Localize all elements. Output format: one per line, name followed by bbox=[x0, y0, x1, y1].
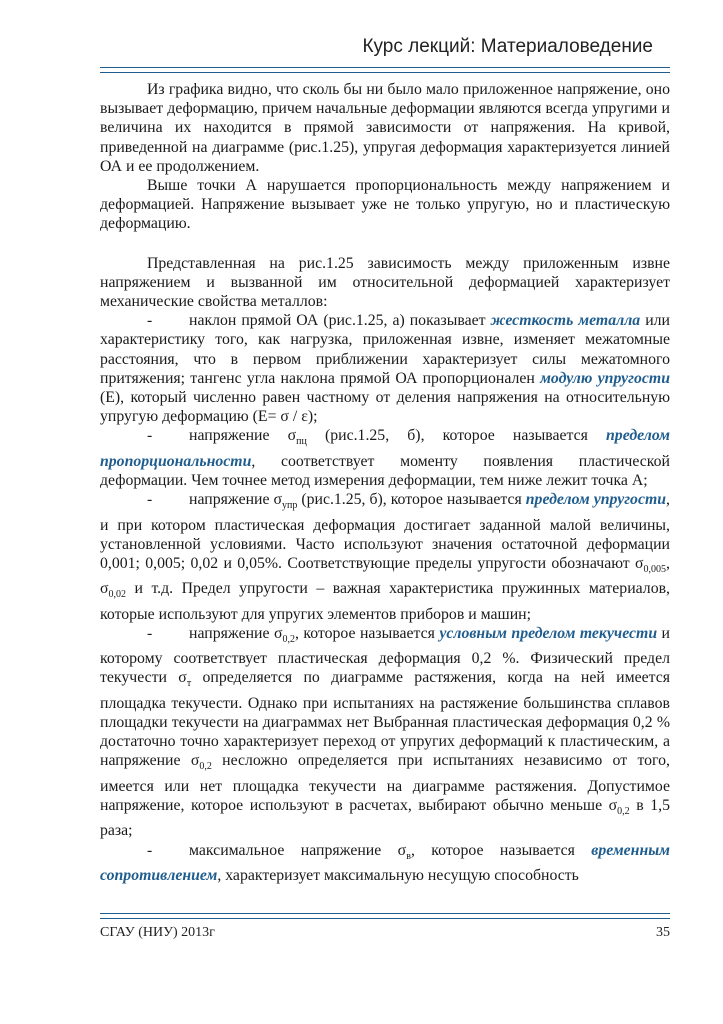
paragraph: Представленная на рис.1.25 зависимость между приложенным извне напряжением и вызванной им относительной деформацией характеризует механические свойства металлов: bbox=[100, 254, 670, 311]
body-text bbox=[100, 80, 670, 885]
list-dash: - bbox=[147, 624, 153, 642]
paragraph: Выше точки А нарушается пропорциональность между напряжением и деформацией. Напряжение вызывает уже не только упругую, но и пластическую деформацию. bbox=[100, 177, 670, 233]
list-item: - напряжение $\sigma_{пц}$ (рис.1.25, б), которое называется пределом пропорциональности, соответствует моменту появления пластической деформации. Чем точнее метод измерения деформации, тем ниже лежит точка А; bbox=[100, 427, 670, 490]
list-item: - напряжение $\sigma_{упр}$ (рис.1.25, б), которое называется пределом упругости, и при котором пластическая деформация достигает заданной малой величины, установленной условиями. Часто используют значения остаточной деформации 0,001; 0,005; 0,02 и 0,05%. Соответствующие пределы упругости обозначают $\sigma_{0,005}$, $\sigma_{0,02}$ и т.д. Предел упругости – важная характеристика пружинных материалов, которые используют для упругих элементов приборов и машин; bbox=[100, 491, 670, 623]
list-item: - наклон прямой ОА (рис.1.25, а) показывает жесткость металла или характеристику того, как нагрузка, приложенная извне, изменяет межатомные расстояния, что в первом приближении характеризует силы межатомного притяжения; тангенс угла наклона прямой ОА пропорционален модулю упругости (Е), который численно равен частному от деления напряжения на относительную упругую деформацию (Е= σ / ε); bbox=[100, 312, 670, 426]
paragraph: Из графика видно, что сколь бы ни было мало приложенное напряжение, оно вызывает деформацию, причем начальные деформации являются всегда упругими и величина их находится в прямой зависимости от напряжения. На кривой, приведенной на диаграмме (рис.1.25), упругая деформация характеризуется линией ОА и ее продолжением. bbox=[100, 81, 670, 175]
term-yield-strength: условным пределом текучести bbox=[439, 624, 658, 642]
term-elastic-modulus: модулю упругости bbox=[540, 369, 670, 387]
list-item: - максимальное напряжение $\sigma_в$, которое называется временным сопротивлением, характеризует максимальную несущую способность bbox=[100, 841, 670, 884]
list-item: - напряжение $\sigma_{0,2}$, которое называется условным пределом текучести и которому соответствует пластическая деформация 0,2 %. Физический предел текучести $\sigma_т$ определяется по диаграмме растяжения, когда на ней имеется площадка текучести. Однако при испытаниях на растяжение большинства сплавов площадки текучести на диаграммах нет Выбранная пластическая деформация 0,2 % достаточно точно характеризует переход от упругих деформаций к пластическим, а напряжение $\sigma_{0,2}$ несложно определяется при испытаниях независимо от того, имеется или нет площадка текучести на диаграмме растяжения. Допустимое напряжение, которое используют в расчетах, выбирают обычно меньше $\sigma_{0,2}$ в 1,5 раза; bbox=[100, 624, 671, 840]
footer-institution: СГАУ (НИУ) 2013г bbox=[100, 925, 215, 940]
term-stiffness: жесткость металла bbox=[490, 312, 641, 330]
page-header-title: Курс лекций: Материаловедение bbox=[362, 36, 653, 57]
list-dash: - bbox=[147, 427, 153, 445]
term-elastic-limit: пределом упругости bbox=[525, 491, 667, 509]
term-proportional-limit: пределом пропорциональности bbox=[100, 427, 670, 470]
footer-rule bbox=[100, 913, 670, 919]
list-dash: - bbox=[147, 312, 153, 330]
page-number: 35 bbox=[656, 925, 670, 940]
term-tensile-strength: временным сопротивлением bbox=[100, 841, 670, 884]
list-dash: - bbox=[147, 841, 153, 859]
list-dash: - bbox=[147, 491, 153, 509]
header-rule bbox=[100, 67, 670, 73]
